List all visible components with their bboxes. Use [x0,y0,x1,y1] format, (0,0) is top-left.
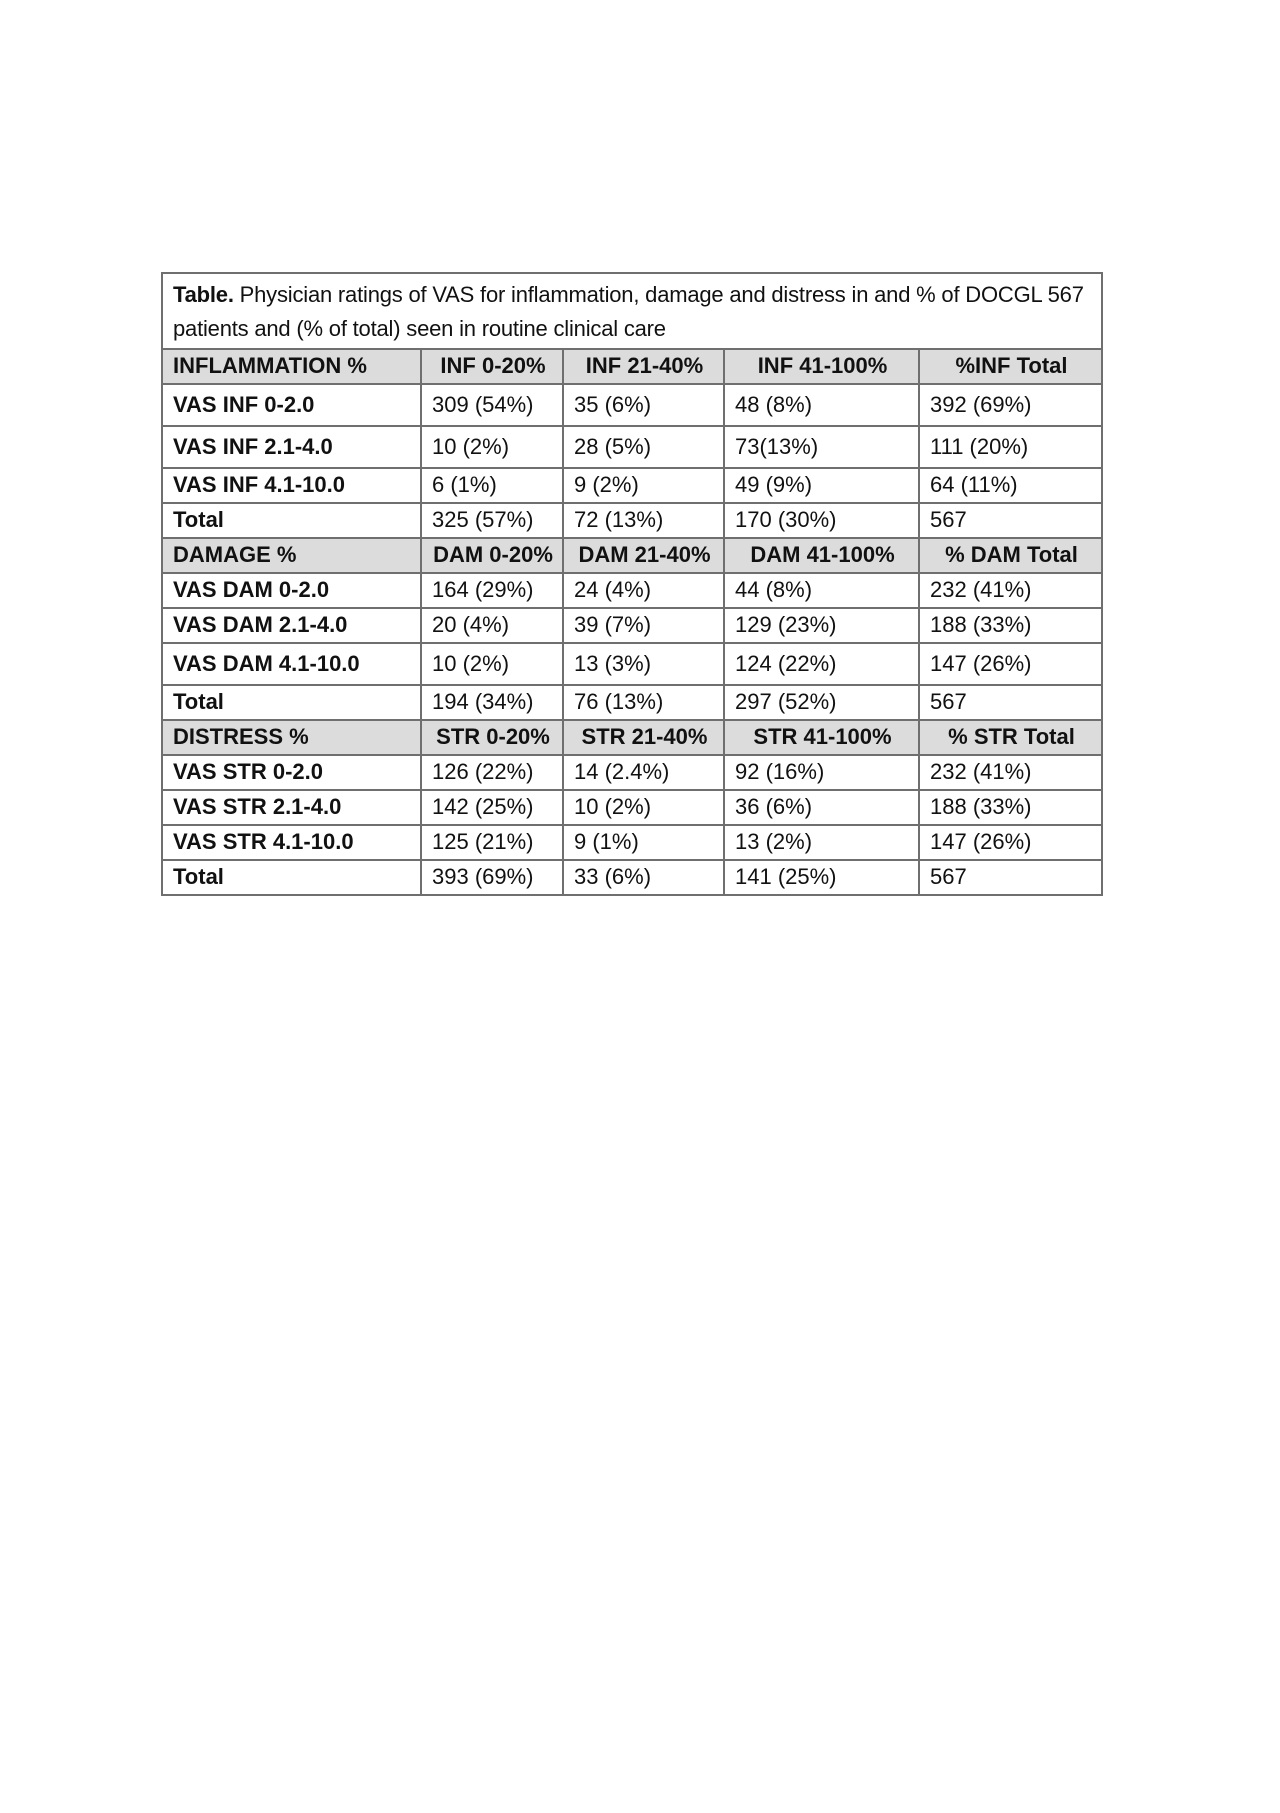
table-cell: 125 (21%) [421,825,563,860]
table-row [162,790,1102,825]
table-cell: 393 (69%) [421,860,563,895]
table-cell: 20 (4%) [421,608,563,643]
results-table [161,272,1103,896]
table-row [162,384,1102,426]
table-cell: 567 [919,503,1102,538]
table-cell: 76 (13%) [563,685,724,720]
header-cell: DAMAGE % [162,538,421,573]
table-cell: 309 (54%) [421,384,563,426]
damage-header-row [162,538,1102,573]
table-row [162,755,1102,790]
table-cell: 147 (26%) [919,643,1102,685]
table-cell: 36 (6%) [724,790,919,825]
table-cell: 325 (57%) [421,503,563,538]
table-cell: 44 (8%) [724,573,919,608]
table-row [162,825,1102,860]
row-label: VAS STR 2.1-4.0 [162,790,421,825]
caption-text: Physician ratings of VAS for inflammation, damage and distress in and % of DOCGL 567 patients and (% of total) seen in routine clinical care [173,282,1084,341]
table-cell: 392 (69%) [919,384,1102,426]
table-cell: 39 (7%) [563,608,724,643]
table-cell: 170 (30%) [724,503,919,538]
table-row [162,468,1102,503]
table-cell: 129 (23%) [724,608,919,643]
header-cell: STR 0-20% [421,720,563,755]
caption-label: Table. [173,282,234,307]
row-label: VAS DAM 4.1-10.0 [162,643,421,685]
row-label: VAS STR 0-2.0 [162,755,421,790]
total-row [162,503,1102,538]
table-cell: 10 (2%) [563,790,724,825]
table-cell: 48 (8%) [724,384,919,426]
table-cell: 6 (1%) [421,468,563,503]
inflammation-header-row [162,349,1102,384]
table-cell: 194 (34%) [421,685,563,720]
table-cell: 35 (6%) [563,384,724,426]
distress-header-row [162,720,1102,755]
header-cell: % DAM Total [919,538,1102,573]
table-cell: 188 (33%) [919,608,1102,643]
header-cell: DAM 41-100% [724,538,919,573]
table-cell: 9 (2%) [563,468,724,503]
table-cell: 10 (2%) [421,426,563,468]
table-caption [162,273,1102,349]
table-cell: 141 (25%) [724,860,919,895]
table-cell: 72 (13%) [563,503,724,538]
row-label: VAS DAM 0-2.0 [162,573,421,608]
table-cell: 28 (5%) [563,426,724,468]
table-cell: 13 (3%) [563,643,724,685]
header-cell: DISTRESS % [162,720,421,755]
table-cell: 49 (9%) [724,468,919,503]
table-cell: 567 [919,685,1102,720]
table-cell: 33 (6%) [563,860,724,895]
table-row [162,608,1102,643]
row-label: Total [162,503,421,538]
row-label: VAS INF 2.1-4.0 [162,426,421,468]
row-label: Total [162,685,421,720]
table-cell: 567 [919,860,1102,895]
table-cell: 147 (26%) [919,825,1102,860]
header-cell: STR 41-100% [724,720,919,755]
table-cell: 126 (22%) [421,755,563,790]
table-cell: 73(13%) [724,426,919,468]
table-cell: 164 (29%) [421,573,563,608]
header-cell: DAM 0-20% [421,538,563,573]
header-cell: %INF Total [919,349,1102,384]
table-cell: 9 (1%) [563,825,724,860]
header-cell: % STR Total [919,720,1102,755]
header-cell: DAM 21-40% [563,538,724,573]
table-cell: 14 (2.4%) [563,755,724,790]
table-row [162,643,1102,685]
table-cell: 124 (22%) [724,643,919,685]
header-cell: INF 21-40% [563,349,724,384]
table-cell: 297 (52%) [724,685,919,720]
table-cell: 142 (25%) [421,790,563,825]
table-cell: 64 (11%) [919,468,1102,503]
table-row [162,573,1102,608]
table-cell: 13 (2%) [724,825,919,860]
row-label: VAS STR 4.1-10.0 [162,825,421,860]
row-label: VAS INF 0-2.0 [162,384,421,426]
total-row [162,860,1102,895]
total-row [162,685,1102,720]
header-cell: STR 21-40% [563,720,724,755]
document-table-container [161,272,1101,896]
table-cell: 232 (41%) [919,755,1102,790]
table-cell: 10 (2%) [421,643,563,685]
table-row [162,426,1102,468]
table-caption-row [162,273,1102,349]
table-cell: 92 (16%) [724,755,919,790]
row-label: VAS DAM 2.1-4.0 [162,608,421,643]
header-cell: INFLAMMATION % [162,349,421,384]
row-label: Total [162,860,421,895]
table-cell: 24 (4%) [563,573,724,608]
table-cell: 111 (20%) [919,426,1102,468]
table-cell: 188 (33%) [919,790,1102,825]
header-cell: INF 41-100% [724,349,919,384]
header-cell: INF 0-20% [421,349,563,384]
table-cell: 232 (41%) [919,573,1102,608]
row-label: VAS INF 4.1-10.0 [162,468,421,503]
